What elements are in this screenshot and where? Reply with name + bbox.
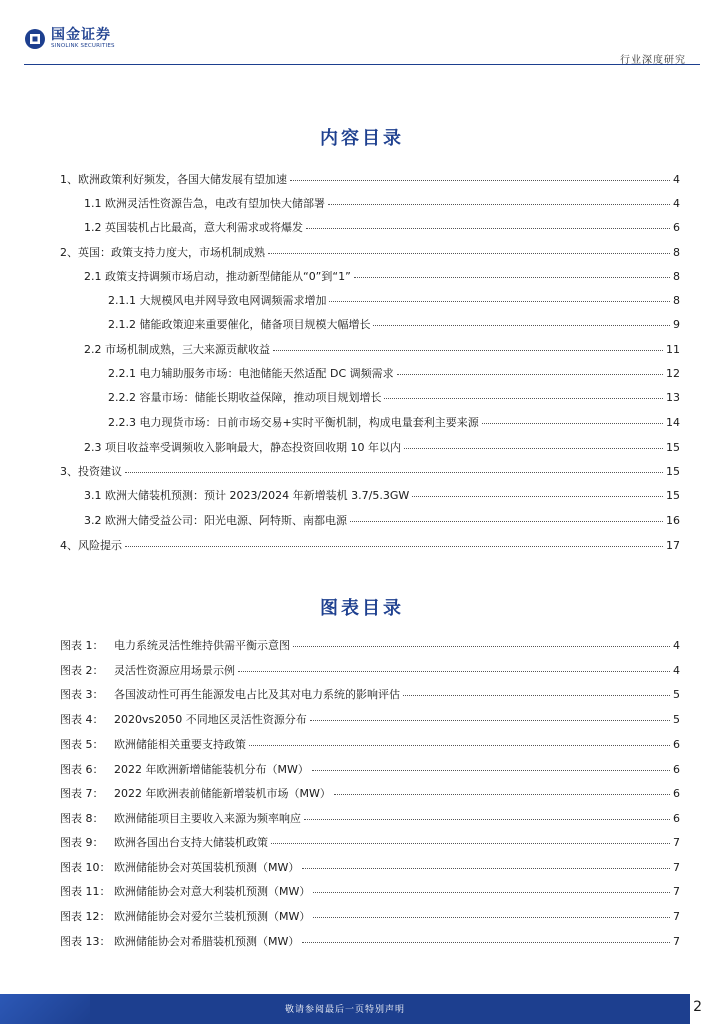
- toc-entry[interactable]: [60, 245, 680, 261]
- figure-caption: 2020vs2050 不同地区灵活性资源分布: [114, 713, 307, 726]
- toc-entry-page: 11: [666, 343, 680, 356]
- figure-number: 图表 3：: [60, 688, 104, 701]
- toc-leader-dots: [125, 536, 663, 547]
- figure-number: 图表 7：: [60, 787, 104, 800]
- figure-leader-dots: [313, 882, 670, 893]
- toc-entry-label: 2.2.1 电力辅助服务市场：电池储能天然适配 DC 调频需求: [108, 367, 394, 380]
- toc-entry-page: 13: [666, 391, 680, 404]
- figure-leader-dots: [293, 636, 670, 647]
- toc-entry[interactable]: [108, 366, 680, 382]
- toc-entry-page: 9: [673, 318, 680, 331]
- toc-leader-dots: [404, 438, 663, 449]
- figure-entry[interactable]: [60, 786, 680, 802]
- toc-leader-dots: [354, 267, 670, 278]
- figure-page: 4: [673, 664, 680, 677]
- figure-page: 6: [673, 812, 680, 825]
- figure-caption: 欧洲各国出台支持大储装机政策: [114, 836, 268, 849]
- figure-leader-dots: [302, 858, 670, 869]
- figure-leader-dots: [302, 932, 670, 943]
- footer-disclaimer: 敬请参阅最后一页特别声明: [284, 1005, 405, 1015]
- toc-entry[interactable]: [60, 464, 680, 480]
- figure-number: 图表 12：: [60, 910, 111, 923]
- toc-entry-label: 3.1 欧洲大储装机预测：预计 2023/2024 年新增装机 3.7/5.3GW: [84, 489, 410, 502]
- toc-entry-label: 2.2.3 电力现货市场：日前市场交易+实时平衡机制，构成电量套利主要来源: [108, 416, 479, 429]
- figure-entry[interactable]: [60, 884, 680, 900]
- figure-caption: 2022 年欧洲表前储能新增装机市场（MW）: [114, 787, 331, 800]
- figure-number: 图表 10：: [60, 861, 111, 874]
- toc-entry[interactable]: [84, 342, 680, 358]
- toc-entry-page: 17: [666, 539, 680, 552]
- figure-leader-dots: [310, 710, 670, 721]
- toc-entry-label: 3.2 欧洲大储受益公司：阳光电源、阿特斯、南都电源: [84, 514, 347, 527]
- figure-entry[interactable]: [60, 762, 680, 778]
- figure-leader-dots: [271, 833, 670, 844]
- toc-entry[interactable]: [84, 196, 680, 212]
- figure-number: 图表 11：: [60, 885, 111, 898]
- figure-number: 图表 13：: [60, 935, 111, 948]
- figure-caption: 欧洲储能协会对爱尔兰装机预测（MW）: [114, 910, 311, 923]
- figure-page: 7: [673, 910, 680, 923]
- figure-entry[interactable]: [60, 737, 680, 753]
- toc-title: 内容目录: [320, 128, 404, 149]
- toc-entry[interactable]: [84, 440, 680, 456]
- figure-caption: 2022 年欧洲新增储能装机分布（MW）: [114, 763, 309, 776]
- header-divider: [24, 64, 700, 65]
- toc-entry-page: 8: [673, 270, 680, 283]
- toc-entry[interactable]: [60, 538, 680, 554]
- figure-page: 5: [673, 688, 680, 701]
- figure-caption: 灵活性资源应用场景示例: [114, 664, 235, 677]
- figure-entry[interactable]: [60, 712, 680, 728]
- toc-entry-label: 2、英国：政策支持力度大，市场机制成熟: [60, 246, 265, 259]
- figure-number: 图表 1：: [60, 639, 104, 652]
- toc-entry-page: 4: [673, 173, 680, 186]
- toc-entry[interactable]: [108, 317, 680, 333]
- figure-entry[interactable]: [60, 638, 680, 654]
- logo-chinese-name: 国金证券: [51, 27, 111, 43]
- toc-entry-page: 8: [673, 294, 680, 307]
- toc-leader-dots: [384, 388, 663, 399]
- toc-entry-label: 1.1 欧洲灵活性资源告急，电改有望加快大储部署: [84, 197, 325, 210]
- figure-leader-dots: [403, 685, 670, 696]
- figure-number: 图表 9：: [60, 836, 104, 849]
- figure-leader-dots: [249, 735, 670, 746]
- figure-caption: 欧洲储能协会对希腊装机预测（MW）: [114, 935, 300, 948]
- toc-entry-label: 2.2.2 容量市场：储能长期收益保障，推动项目规划增长: [108, 391, 382, 404]
- figure-leader-dots: [238, 661, 670, 672]
- toc-entry-page: 15: [666, 465, 680, 478]
- figure-caption: 电力系统灵活性维持供需平衡示意图: [114, 639, 290, 652]
- figure-page: 7: [673, 885, 680, 898]
- toc-entry-page: 8: [673, 246, 680, 259]
- logo-english-name: SINOLINK SECURITIES: [51, 43, 115, 49]
- figure-caption: 欧洲储能协会对英国装机预测（MW）: [114, 861, 300, 874]
- toc-entry-label: 2.1.2 储能政策迎来重要催化，储备项目规模大幅增长: [108, 318, 371, 331]
- figure-entry[interactable]: [60, 811, 680, 827]
- figure-number: 图表 6：: [60, 763, 104, 776]
- figure-leader-dots: [312, 760, 670, 771]
- toc-entry[interactable]: [84, 513, 680, 529]
- figure-page: 6: [673, 787, 680, 800]
- company-logo: [24, 28, 115, 50]
- toc-leader-dots: [373, 315, 670, 326]
- figure-number: 图表 2：: [60, 664, 104, 677]
- toc-entry-page: 4: [673, 197, 680, 210]
- toc-entry-label: 4、风险提示: [60, 539, 122, 552]
- toc-leader-dots: [328, 194, 670, 205]
- figure-entry[interactable]: [60, 860, 680, 876]
- sinolink-logo-icon: [24, 28, 46, 50]
- toc-entry-label: 2.1.1 大规模风电并网导致电网调频需求增加: [108, 294, 327, 307]
- toc-leader-dots: [125, 462, 663, 473]
- toc-entry-page: 15: [666, 489, 680, 502]
- toc-leader-dots: [290, 170, 670, 181]
- figure-caption: 欧洲储能项目主要收入来源为频率响应: [114, 812, 301, 825]
- toc-entry-label: 1、欧洲政策利好频发，各国大储发展有望加速: [60, 173, 287, 186]
- figure-entry[interactable]: [60, 934, 680, 950]
- figure-number: 图表 5：: [60, 738, 104, 751]
- toc-entry-label: 1.2 英国装机占比最高，意大利需求或将爆发: [84, 221, 303, 234]
- figure-entry[interactable]: [60, 663, 680, 679]
- figure-page: 6: [673, 763, 680, 776]
- toc-leader-dots: [397, 364, 663, 375]
- toc-entry-page: 12: [666, 367, 680, 380]
- toc-entry-page: 6: [673, 221, 680, 234]
- toc-leader-dots: [350, 511, 663, 522]
- page-header: [0, 0, 724, 68]
- figure-caption: 各国波动性可再生能源发电占比及其对电力系统的影响评估: [114, 688, 400, 701]
- figure-page: 4: [673, 639, 680, 652]
- figure-caption: 欧洲储能协会对意大利装机预测（MW）: [114, 885, 311, 898]
- toc-entry-page: 16: [666, 514, 680, 527]
- toc-entry[interactable]: [108, 415, 680, 431]
- toc-entry[interactable]: [84, 269, 680, 285]
- figure-page: 7: [673, 861, 680, 874]
- page-number: 2: [693, 999, 702, 1015]
- toc-entry-label: 2.1 政策支持调频市场启动，推动新型储能从“0”到“1”: [84, 270, 351, 283]
- figure-number: 图表 4：: [60, 713, 104, 726]
- toc-entry[interactable]: [60, 172, 680, 188]
- toc-entry-page: 14: [666, 416, 680, 429]
- figure-entry[interactable]: [60, 909, 680, 925]
- figure-number: 图表 8：: [60, 812, 104, 825]
- toc-entry[interactable]: [108, 293, 680, 309]
- toc-leader-dots: [329, 291, 670, 302]
- page-footer: [0, 994, 724, 1024]
- toc-entry-label: 2.3 项目收益率受调频收入影响最大，静态投资回收期 10 年以内: [84, 441, 401, 454]
- figure-caption: 欧洲储能相关重要支持政策: [114, 738, 246, 751]
- figure-list-title: 图表目录: [320, 598, 404, 619]
- figure-page: 7: [673, 836, 680, 849]
- toc-entry[interactable]: [108, 390, 680, 406]
- toc-entry[interactable]: [84, 488, 680, 504]
- toc-entry[interactable]: [84, 220, 680, 236]
- figure-page: 5: [673, 713, 680, 726]
- figure-leader-dots: [313, 907, 670, 918]
- figure-leader-dots: [304, 809, 670, 820]
- figure-leader-dots: [334, 784, 670, 795]
- figure-page: 7: [673, 935, 680, 948]
- figure-page: 6: [673, 738, 680, 751]
- figure-entry[interactable]: [60, 835, 680, 851]
- toc-leader-dots: [273, 340, 663, 351]
- figure-entry[interactable]: [60, 687, 680, 703]
- toc-leader-dots: [412, 486, 663, 497]
- report-type-label: 行业深度研究: [620, 55, 686, 66]
- toc-entry-label: 2.2 市场机制成熟，三大来源贡献收益: [84, 343, 270, 356]
- toc-leader-dots: [306, 218, 670, 229]
- toc-entry-label: 3、投资建议: [60, 465, 122, 478]
- toc-leader-dots: [482, 413, 663, 424]
- toc-leader-dots: [268, 243, 670, 254]
- toc-entry-page: 15: [666, 441, 680, 454]
